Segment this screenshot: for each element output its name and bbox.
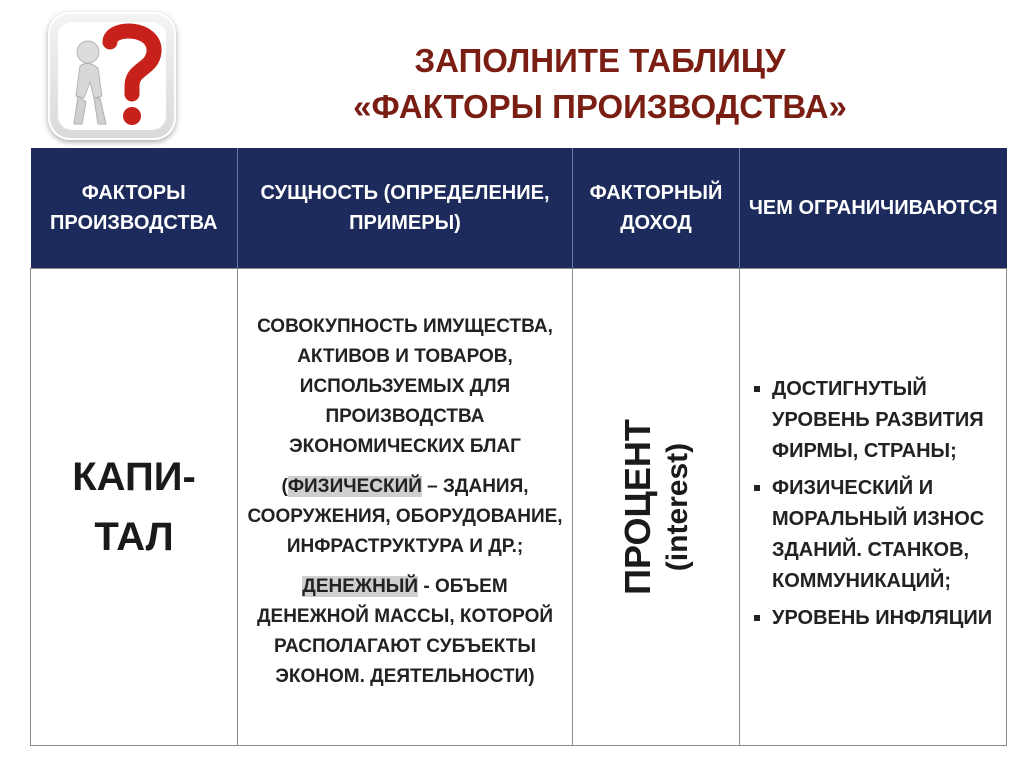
physical-term: ФИЗИЧЕСКИЙ [287,476,422,497]
table-row [31,269,1007,746]
physical-text: – ЗДАНИЯ, СООРУЖЕНИЯ, ОБОРУДОВАНИЕ, ИНФРАСТРУКТУРА И ДР.; [247,476,563,557]
list-item: ФИЗИЧЕСКИЙ И МОРАЛЬНЫЙ ИЗНОС ЗДАНИЙ. СТАНКОВ, КОММУНИКАЦИЙ; [754,473,998,597]
essence-cell [238,269,573,746]
question-mark-person-icon [48,12,176,140]
list-item: УРОВЕНЬ ИНФЛЯЦИИ [754,603,998,634]
question-logo [48,12,176,140]
limits-cell [740,269,1007,746]
money-text: - ОБЪЕМ ДЕНЕЖНОЙ МАССЫ, КОТОРОЙ РАСПОЛАГАЮТ СУБЪЕКТЫ ЭКОНОМ. ДЕЯТЕЛЬНОСТИ) [256,576,554,687]
physical-open: ( [281,476,288,497]
essence-definition: СОВОКУПНОСТЬ ИМУЩЕСТВА, АКТИВОВ И ТОВАРОВ, ИСПОЛЬЗУЕМЫХ ДЛЯ ПРОИЗВОДСТВА ЭКОНОМИЧЕСКИХ БЛАГ [257,316,553,457]
essence-physical [244,472,566,562]
essence-money [244,572,566,692]
income-rotated-text [616,419,696,595]
money-term: ДЕНЕЖНЫЙ [302,576,419,597]
income-cell [573,269,740,746]
income-main: ПРОЦЕНТ [617,419,658,595]
list-item: ДОСТИГНУТЫЙ УРОВЕНЬ РАЗВИТИЯ ФИРМЫ, СТРАНЫ; [754,374,998,467]
income-sub: (interest) [661,442,694,572]
column-header-limits: ЧЕМ ОГРАНИЧИВАЮТСЯ [740,148,1007,269]
column-header-essence: СУЩНОСТЬ (ОПРЕДЕЛЕНИЕ, ПРИМЕРЫ) [238,148,573,269]
column-header-factors: ФАКТОРЫ ПРОИЗВОДСТВА [31,148,238,269]
factors-table [30,148,1007,746]
limits-list [740,374,1006,634]
factor-name-line-1: КАПИ- [72,455,196,499]
title-line-2: «ФАКТОРЫ ПРОИЗВОДСТВА» [353,88,847,125]
column-header-income: ФАКТОРНЫЙ ДОХОД [573,148,740,269]
title-line-1: ЗАПОЛНИТЕ ТАБЛИЦУ [414,42,786,79]
factor-cell [31,269,238,746]
table-header-row [31,148,1007,269]
page-title [240,38,960,130]
factor-name-line-2: ТАЛ [94,515,174,559]
